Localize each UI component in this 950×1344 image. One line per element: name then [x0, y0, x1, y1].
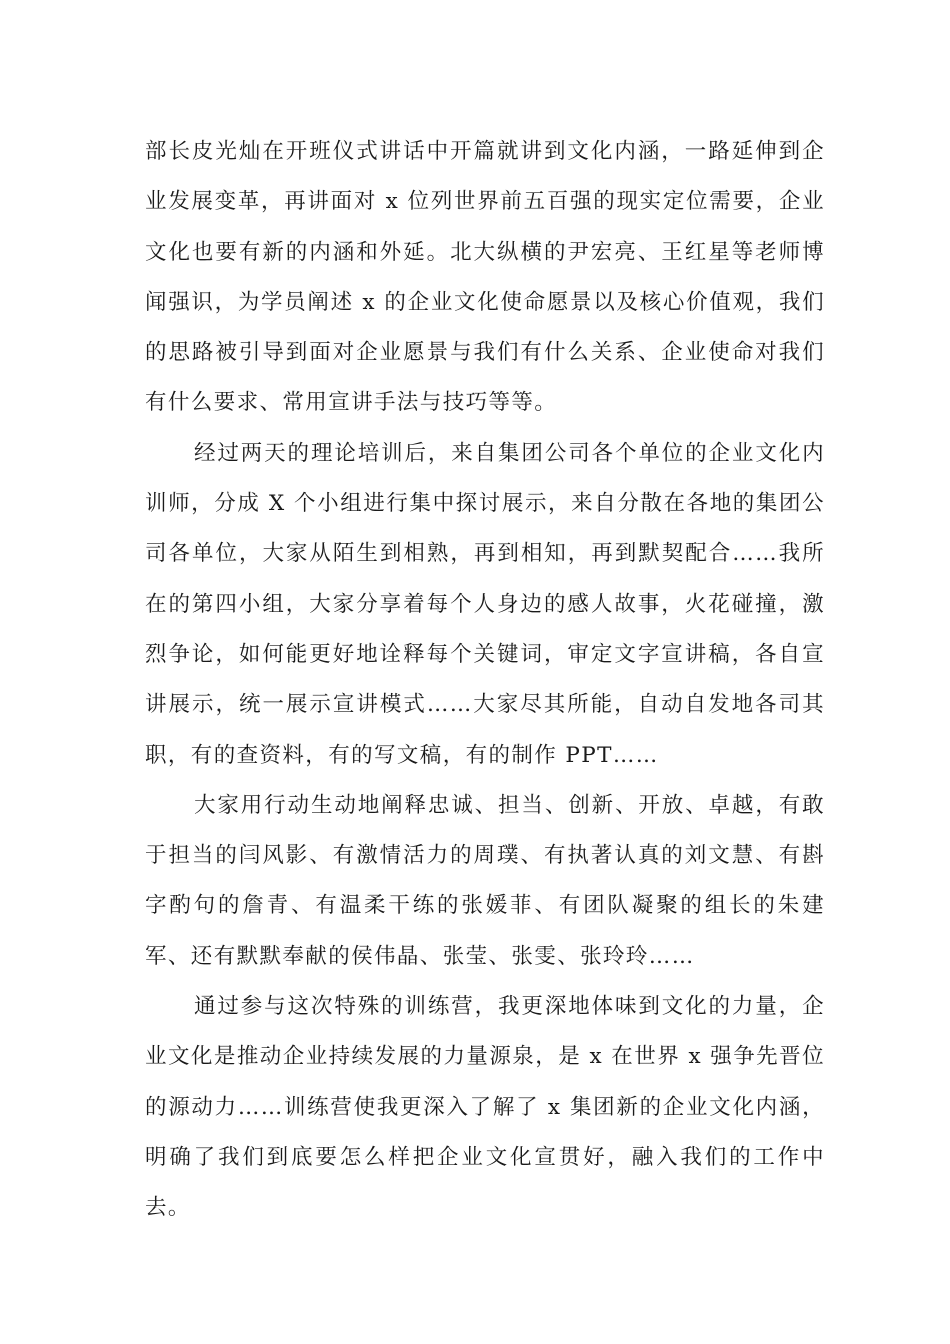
- paragraph-1: 部长皮光灿在开班仪式讲话中开篇就讲到文化内涵，一路延伸到企业发展变革，再讲面对 x 位列世界前五百强的现实定位需要，企业文化也要有新的内涵和外延。北大纵横的尹宏亮、王红星等老师博闻强识，为学员阐述 x 的企业文化使命愿景以及核心价值观，我们的思路被引导到面对企业愿景与我们有什么关系、企业使命对我们有什么要求、常用宣讲手法与技巧等等。: [145, 139, 825, 416]
- paragraph-4: 通过参与这次特殊的训练营，我更深地体味到文化的力量，企业文化是推动企业持续发展的力量源泉，是 x 在世界 x 强争先晋位的源动力……训练营使我更深入了解了 x 集团新的企业文化内涵，明确了我们到底要怎么样把企业文化宣贯好，融入我们的工作中去。: [145, 994, 825, 1221]
- paragraph-2: 经过两天的理论培训后，来自集团公司各个单位的企业文化内训师，分成 X 个小组进行集中探讨展示，来自分散在各地的集团公司各单位，大家从陌生到相熟，再到相知，再到默契配合……我所在的第四小组，大家分享着每个人身边的感人故事，火花碰撞，激烈争论，如何能更好地诠释每个关键词，审定文字宣讲稿，各自宣讲展示，统一展示宣讲模式……大家尽其所能，自动自发地各司其职，有的查资料，有的写文稿，有的制作 PPT……: [145, 440, 825, 768]
- document-body: [145, 127, 825, 1234]
- paragraph-3: 大家用行动生动地阐释忠诚、担当、创新、开放、卓越，有敢于担当的闫风影、有激情活力的周璞、有执著认真的刘文慧、有斟字酌句的詹青、有温柔干练的张媛菲、有团队凝聚的组长的朱建军、还有默默奉献的侯伟晶、张莹、张雯、张玲玲……: [145, 792, 825, 969]
